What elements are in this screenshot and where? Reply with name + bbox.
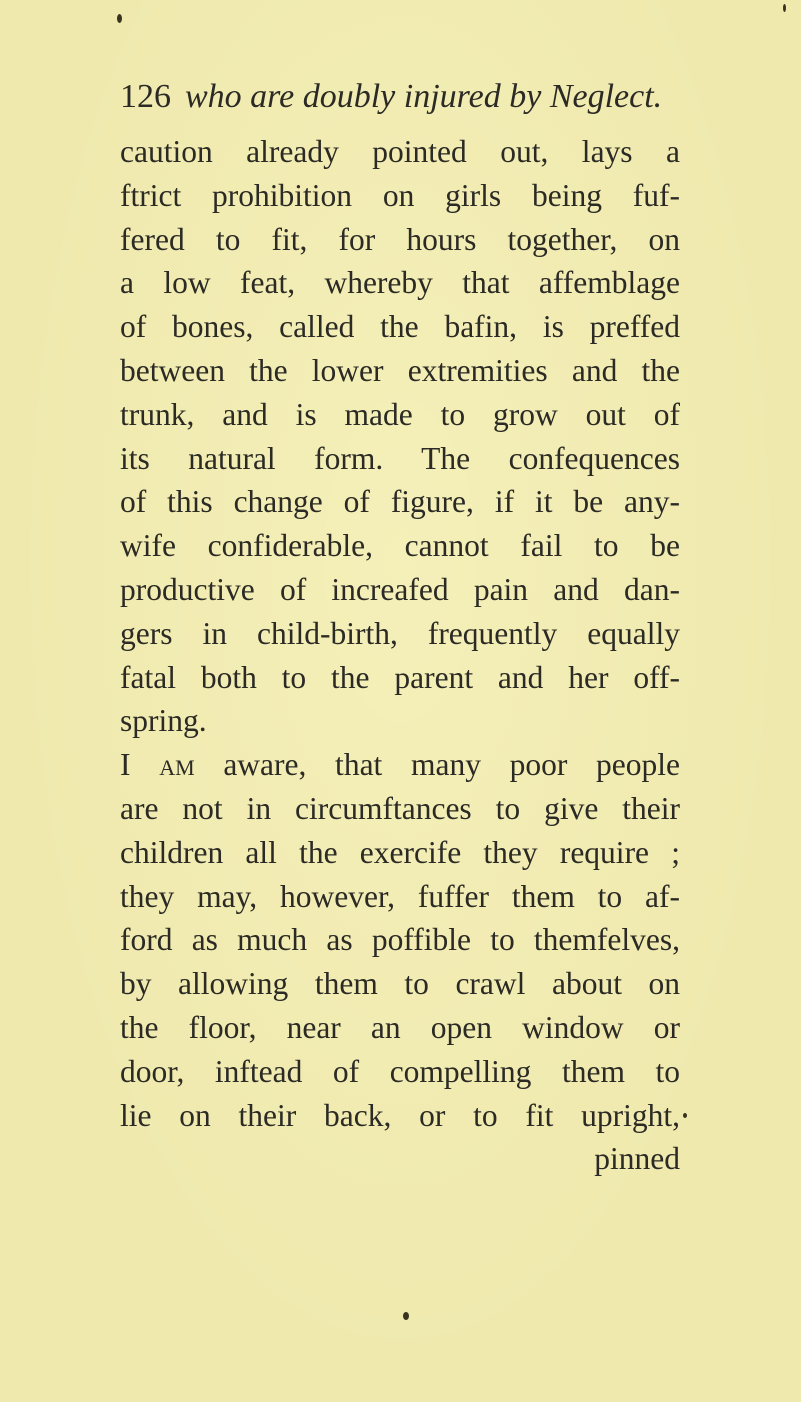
ink-speck bbox=[403, 1312, 409, 1320]
text-line: gers in child-birth, frequently equally bbox=[120, 615, 680, 651]
text-line: spring. bbox=[120, 703, 207, 739]
text-line: door, inftead of compelling them to bbox=[120, 1053, 680, 1089]
text-line: lie on their back, or to fit upright, bbox=[120, 1097, 680, 1133]
text-line: between the lower extremities and the bbox=[120, 352, 680, 388]
text-line: children all the exercife they require ; bbox=[120, 834, 680, 870]
ink-speck bbox=[783, 4, 786, 12]
ink-speck bbox=[683, 1113, 687, 1118]
text-line: wife confiderable, cannot fail to be bbox=[120, 528, 680, 564]
text-line: by allowing them to crawl about on bbox=[120, 966, 680, 1002]
catchword: pinned bbox=[594, 1141, 680, 1177]
small-caps-word: am bbox=[159, 747, 195, 783]
text-line: productive of increafed pain and dan- bbox=[120, 571, 680, 607]
paragraph-2-first-line bbox=[120, 743, 680, 787]
ink-speck bbox=[117, 14, 122, 23]
text-line: a low feat, whereby that affemblage bbox=[120, 265, 680, 301]
text-line: of this change of figure, if it be any- bbox=[120, 484, 680, 520]
text-line: ford as much as poffible to themfelves, bbox=[120, 922, 680, 958]
text-line: of bones, called the bafin, is preffed bbox=[120, 309, 680, 345]
paragraph-2-line-rest: aware, that many poor people bbox=[223, 747, 681, 783]
text-line: trunk, and is made to grow out of bbox=[120, 396, 680, 432]
text-line: caution already pointed out, lays a bbox=[120, 134, 680, 169]
text-line: they may, however, fuffer them to af- bbox=[120, 878, 680, 914]
text-line: are not in circumftances to give their bbox=[120, 790, 680, 826]
page-number: 126 bbox=[120, 78, 171, 115]
text-line: fatal both to the parent and her off- bbox=[120, 659, 680, 695]
text-line: fered to fit, for hours together, on bbox=[120, 221, 680, 257]
running-title: who are doubly injured by Neglect. bbox=[185, 78, 663, 115]
page-header bbox=[120, 74, 720, 120]
text-line: the floor, near an open window or bbox=[120, 1009, 680, 1045]
text-line: its natural form. The confequences bbox=[120, 440, 680, 476]
text-line: ftrict prohibition on girls being fuf- bbox=[120, 177, 680, 213]
paragraph-initial-word: I bbox=[120, 747, 131, 783]
body-text bbox=[120, 130, 680, 1181]
